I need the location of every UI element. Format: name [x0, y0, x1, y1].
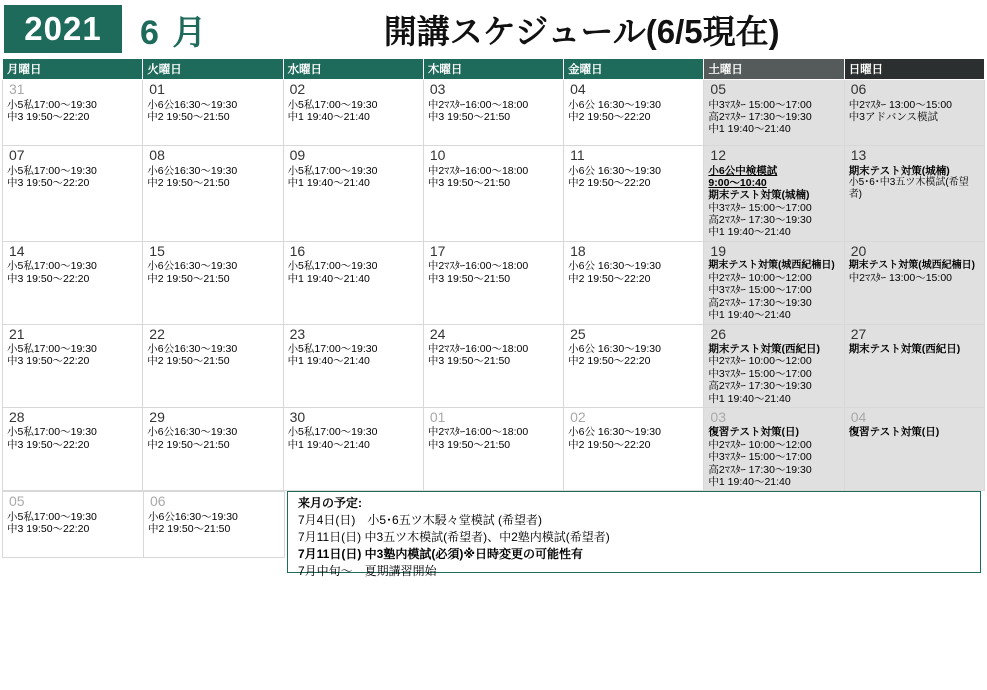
- day-event: 中2ﾏｽﾀｰ16:00～18:00: [427, 426, 529, 439]
- day-event: 中3 19:50～21:50: [427, 272, 511, 285]
- day-event: 中2ﾏｽﾀｰ 10:00～12:00: [708, 355, 812, 368]
- day-event: 小6公 16:30～19:30: [568, 260, 661, 273]
- day-event: 中3 19:50～22:20: [7, 110, 90, 123]
- day-event: 9:00～10:40: [708, 176, 767, 189]
- calendar-day-cell[interactable]: [564, 324, 704, 407]
- page-header: [2, 0, 985, 58]
- day-number: 25: [570, 325, 586, 342]
- month-label: 6 月: [140, 13, 209, 52]
- day-event: 期末テスト対策(西紀日): [848, 343, 961, 356]
- day-number: 26: [710, 325, 726, 342]
- day-number: 22: [149, 325, 165, 342]
- day-event: 小5私17:00～19:30: [287, 260, 378, 273]
- day-event: 中2 19:50～21:50: [148, 523, 231, 536]
- day-event: 小6公中検模試: [708, 164, 778, 177]
- day-number: 30: [289, 408, 306, 425]
- day-number: 02: [289, 81, 306, 97]
- calendar-week-row: [3, 241, 985, 324]
- day-number: 06: [150, 493, 166, 510]
- day-event: 小5私17:00～19:30: [287, 426, 378, 439]
- calendar-day-cell[interactable]: [3, 241, 143, 324]
- day-event: 復習テスト対策(日): [848, 426, 940, 439]
- calendar-week-row: [3, 146, 985, 242]
- day-event: 小6公 16:30～19:30: [568, 98, 661, 111]
- day-number: 16: [289, 242, 306, 259]
- weekday-header-tue: 火曜日: [143, 59, 283, 80]
- trailing-days-row: [3, 492, 285, 558]
- weekday-header-wed: 水曜日: [283, 59, 423, 80]
- calendar-day-cell[interactable]: [3, 407, 143, 490]
- page-title: 開講スケジュール(6/5現在): [383, 12, 780, 50]
- day-event: 中3ﾏｽﾀｰ 15:00～17:00: [708, 367, 812, 380]
- day-number: 03: [429, 81, 446, 97]
- day-event: 中3 19:50～22:20: [7, 272, 90, 285]
- day-number: 01: [429, 408, 446, 425]
- day-event: 小6公16:30～19:30: [148, 510, 238, 523]
- day-event: 小6公16:30～19:30: [147, 426, 238, 439]
- day-event: 小6公 16:30～19:30: [568, 426, 661, 439]
- calendar-day-cell[interactable]: [844, 146, 984, 242]
- day-number: 14: [9, 242, 25, 259]
- day-event: 小6公16:30～19:30: [147, 164, 238, 177]
- calendar-day-cell[interactable]: [423, 324, 563, 407]
- day-number: 06: [850, 81, 867, 97]
- calendar-day-cell[interactable]: [143, 241, 283, 324]
- day-event: 中3ﾏｽﾀｰ 15:00～17:00: [708, 98, 812, 111]
- day-event: 小6公 16:30～19:30: [568, 164, 661, 177]
- day-number: 09: [289, 147, 306, 163]
- day-number: 05: [710, 81, 726, 97]
- day-number: 07: [9, 147, 25, 163]
- day-number: 21: [9, 325, 25, 342]
- day-event: 中1 19:40～21:40: [708, 226, 791, 239]
- day-event: 中1 19:40～21:40: [287, 272, 370, 285]
- day-event: 中1 19:40～21:40: [708, 392, 791, 405]
- day-event: 期末テスト対策(城楠): [708, 189, 810, 202]
- weekday-header-thu: 木曜日: [423, 59, 563, 80]
- weekday-header-row: [3, 59, 985, 80]
- weekday-header-mon: 月曜日: [3, 59, 143, 80]
- day-number: 02: [570, 408, 586, 425]
- trailing-days-table: [2, 491, 285, 558]
- day-event: 小6公 16:30～19:30: [568, 343, 661, 356]
- day-event: 中2ﾏｽﾀｰ16:00～18:00: [427, 343, 529, 356]
- day-event: 中3 19:50～22:20: [7, 355, 90, 368]
- day-number: 17: [429, 242, 446, 259]
- day-number: 08: [149, 147, 165, 163]
- day-event: 中1 19:40～21:40: [287, 438, 370, 451]
- day-event: 中2 19:50～22:20: [568, 355, 651, 368]
- day-event: 高2ﾏｽﾀｰ 17:30～19:30: [708, 380, 812, 393]
- day-event: 中1 19:40～21:40: [708, 309, 791, 322]
- calendar-day-cell[interactable]: [3, 492, 144, 558]
- day-event: 中3 19:50～21:50: [427, 176, 511, 189]
- day-event: 中3ﾏｽﾀｰ 15:00～17:00: [708, 451, 812, 464]
- weekday-header-fri: 金曜日: [564, 59, 704, 80]
- calendar-day-cell[interactable]: [3, 146, 143, 242]
- notes-line: 7月11日(日) 中3五ツ木模試(希望者)、中2塾内模試(希望者): [298, 530, 610, 545]
- day-event: 小5私17:00～19:30: [7, 260, 97, 273]
- day-number: 24: [429, 325, 446, 342]
- calendar-day-cell[interactable]: [283, 146, 423, 242]
- calendar-day-cell[interactable]: [564, 80, 704, 146]
- day-number: 01: [149, 81, 165, 97]
- day-event: 小5私17:00～19:30: [7, 426, 97, 439]
- day-event: 中3 19:50～22:20: [7, 438, 90, 451]
- day-event: 中3 19:50～22:20: [7, 176, 90, 189]
- day-event: 高2ﾏｽﾀｰ 17:30～19:30: [708, 110, 812, 123]
- day-event: 中2 19:50～22:20: [568, 272, 651, 285]
- day-event: 中2ﾏｽﾀｰ 10:00～12:00: [708, 438, 812, 451]
- calendar-day-cell[interactable]: [844, 407, 984, 490]
- day-event: 中2 19:50～21:50: [147, 355, 230, 368]
- day-event: 中3 19:50～21:50: [427, 438, 511, 451]
- day-event: 小5私17:00～19:30: [287, 164, 378, 177]
- calendar-day-cell[interactable]: [143, 146, 283, 242]
- calendar-day-cell[interactable]: [283, 324, 423, 407]
- day-event: 中2ﾏｽﾀｰ 13:00～15:00: [848, 98, 952, 111]
- notes-line: 7月11日(日) 中3塾内模試(必須)※日時変更の可能性有: [298, 547, 584, 562]
- day-event: 中2 19:50～21:50: [147, 110, 230, 123]
- day-event: 小5私17:00～19:30: [287, 343, 378, 356]
- calendar-day-cell[interactable]: [3, 324, 143, 407]
- day-event: 中2 19:50～22:20: [568, 110, 651, 123]
- day-event: 期末テスト対策(城西紀楠日): [708, 260, 835, 272]
- calendar-week-row: [3, 80, 985, 146]
- day-number: 03: [710, 408, 726, 425]
- day-event: 中2ﾏｽﾀｰ16:00～18:00: [427, 164, 529, 177]
- day-event: 中2 19:50～22:20: [568, 176, 651, 189]
- calendar-table: [2, 58, 985, 491]
- calendar-week-row: [3, 407, 985, 490]
- day-number: 31: [9, 81, 25, 97]
- day-number: 15: [149, 242, 165, 259]
- day-number: 04: [570, 81, 586, 97]
- day-event: 中3アドバンス模試: [848, 110, 939, 123]
- day-number: 19: [710, 242, 726, 259]
- calendar-day-cell[interactable]: [844, 324, 984, 407]
- calendar-day-cell[interactable]: [564, 146, 704, 242]
- calendar-day-cell[interactable]: [283, 80, 423, 146]
- day-event: 中2ﾏｽﾀｰ16:00～18:00: [427, 98, 529, 111]
- calendar-day-cell[interactable]: [564, 407, 704, 490]
- day-number: 20: [850, 242, 867, 259]
- day-event: 中2ﾏｽﾀｰ16:00～18:00: [427, 260, 529, 273]
- calendar-day-cell[interactable]: [283, 407, 423, 490]
- calendar-day-cell[interactable]: [143, 324, 283, 407]
- day-event: 中2 19:50～21:50: [147, 438, 230, 451]
- day-event: 中3 19:50～22:20: [7, 523, 90, 536]
- day-number: 18: [570, 242, 586, 259]
- day-event: 中2 19:50～21:50: [147, 272, 230, 285]
- day-event: 小6公16:30～19:30: [147, 260, 238, 273]
- day-event: 小5私17:00～19:30: [287, 98, 378, 111]
- calendar-day-cell[interactable]: [3, 80, 143, 146]
- calendar-day-cell[interactable]: [143, 80, 283, 146]
- calendar-day-cell[interactable]: [844, 80, 984, 146]
- notes-heading: 来月の予定:: [298, 496, 362, 511]
- day-number: 11: [570, 147, 585, 163]
- day-event: 小5私17:00～19:30: [7, 343, 97, 356]
- calendar-day-cell[interactable]: [704, 324, 844, 407]
- calendar-body: [3, 80, 985, 491]
- day-event: 中1 19:40～21:40: [708, 475, 791, 488]
- day-event: 小5私17:00～19:30: [7, 98, 97, 111]
- day-number: 04: [850, 408, 867, 425]
- calendar-day-cell[interactable]: [704, 146, 844, 242]
- day-number: 29: [149, 408, 165, 425]
- day-event: 復習テスト対策(日): [708, 426, 799, 439]
- day-event: 期末テスト対策(城西紀楠日): [848, 260, 975, 272]
- day-event: 中3 19:50～21:50: [427, 110, 511, 123]
- day-event: 中3 19:50～21:50: [427, 355, 511, 368]
- calendar-week-row: [3, 324, 985, 407]
- calendar-day-cell[interactable]: [564, 241, 704, 324]
- day-event: 中2ﾏｽﾀｰ 13:00～15:00: [848, 272, 952, 285]
- year-badge: 2021: [4, 5, 122, 53]
- day-event: 中1 19:40～21:40: [287, 176, 370, 189]
- day-event: 中1 19:40～21:40: [708, 123, 791, 136]
- day-event: 高2ﾏｽﾀｰ 17:30～19:30: [708, 463, 812, 476]
- day-event: 中1 19:40～21:40: [287, 355, 370, 368]
- calendar-day-cell[interactable]: [423, 146, 563, 242]
- notes-lines: [298, 512, 972, 580]
- day-number: 27: [850, 325, 867, 342]
- day-event: 中1 19:40～21:40: [287, 110, 370, 123]
- day-number: 12: [710, 147, 726, 163]
- weekday-header-sat: 土曜日: [704, 59, 844, 80]
- calendar-day-cell[interactable]: [423, 407, 563, 490]
- day-event: 小6公16:30～19:30: [147, 98, 238, 111]
- calendar-day-cell[interactable]: [283, 241, 423, 324]
- notes-line: 7月中旬～ 夏期講習開始: [298, 564, 437, 579]
- day-number: 13: [850, 147, 867, 163]
- next-month-notes: [287, 491, 981, 579]
- day-number: 28: [9, 408, 25, 425]
- day-event: 期末テスト対策(西紀日): [708, 343, 820, 356]
- day-event: 中2 19:50～21:50: [147, 176, 230, 189]
- day-event: 中3ﾏｽﾀｰ 15:00～17:00: [708, 284, 812, 297]
- footer-row: [2, 491, 985, 579]
- calendar-day-cell[interactable]: [844, 241, 984, 324]
- day-event: 小5･6･中3五ツ木模試(希望者): [848, 176, 969, 200]
- calendar-day-cell[interactable]: [704, 80, 844, 146]
- day-event: 中2 19:50～22:20: [568, 438, 651, 451]
- notes-line: 7月4日(日) 小5･6五ツ木駸々堂模試 (希望者): [298, 513, 543, 528]
- calendar-day-cell[interactable]: [704, 407, 844, 490]
- weekday-header-sun: 日曜日: [844, 59, 984, 80]
- day-event: 期末テスト対策(城楠): [848, 164, 950, 177]
- day-event: 高2ﾏｽﾀｰ 17:30～19:30: [708, 296, 812, 309]
- calendar-day-cell[interactable]: [144, 492, 285, 558]
- calendar-day-cell[interactable]: [143, 407, 283, 490]
- day-event: 中3ﾏｽﾀｰ 15:00～17:00: [708, 201, 812, 214]
- day-event: 小6公16:30～19:30: [147, 343, 238, 356]
- day-number: 05: [9, 493, 25, 510]
- day-event: 中2ﾏｽﾀｰ 10:00～12:00: [708, 272, 812, 285]
- day-number: 23: [289, 325, 306, 342]
- calendar-day-cell[interactable]: [704, 241, 844, 324]
- day-event: 高2ﾏｽﾀｰ 17:30～19:30: [708, 214, 812, 227]
- calendar-day-cell[interactable]: [423, 241, 563, 324]
- day-number: 10: [429, 147, 446, 163]
- day-event: 小5私17:00～19:30: [7, 510, 97, 523]
- day-event: 小5私17:00～19:30: [7, 164, 97, 177]
- calendar-day-cell[interactable]: [423, 80, 563, 146]
